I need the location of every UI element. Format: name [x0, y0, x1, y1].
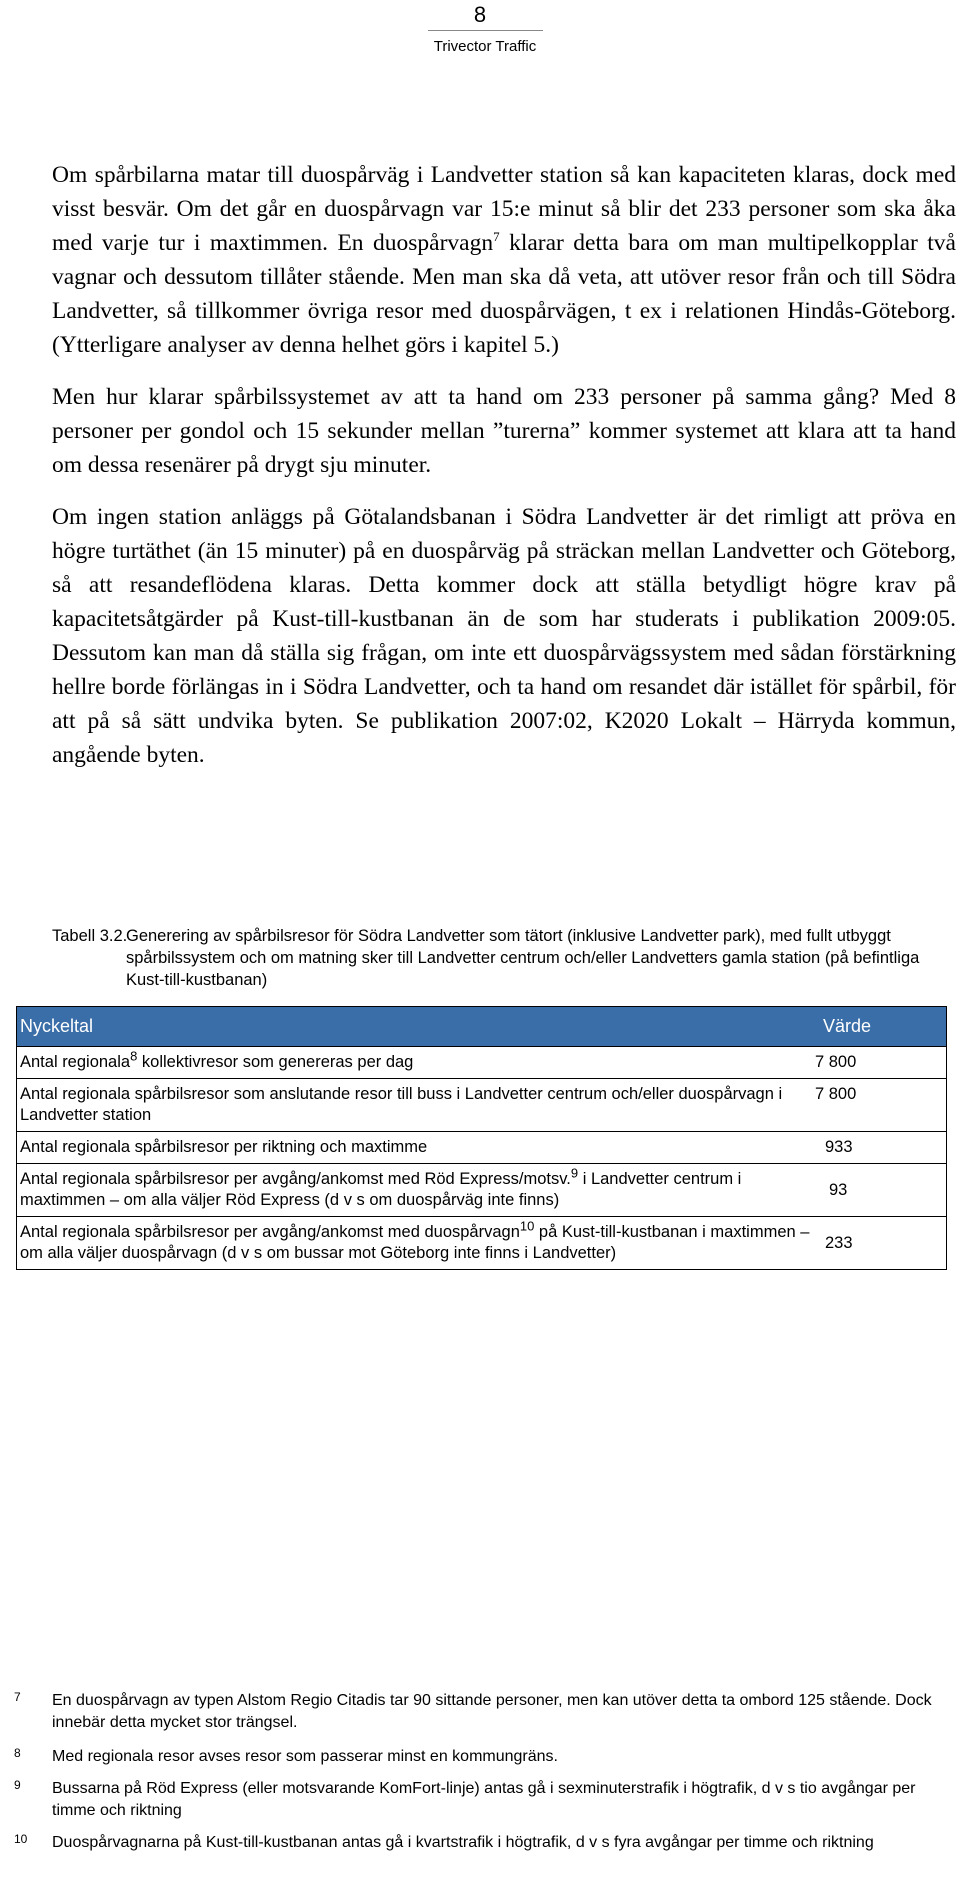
table-cell-label	[17, 1217, 816, 1270]
footnote-ref-10: 10	[519, 1218, 535, 1234]
table-caption-text: Generering av spårbilsresor för Södra Landvetter som tätort (inklusive Landvetter park), med fullt utbyggt spårbilssystem och om matning sker till Landvetter centrum och/eller Landvetters gamla station (på befintliga Kust-till-kustbanan)	[126, 927, 920, 989]
footnote-text: En duospårvagn av typen Alstom Regio Citadis tar 90 sittande personer, men kan utöver detta ta ombord 125 stående. Dock innebär detta mycket stor trängsel.	[52, 1692, 932, 1731]
footnote-text: Med regionala resor avses resor som passerar minst en kommungräns.	[52, 1748, 558, 1765]
table-cell-value: 233	[815, 1217, 947, 1270]
table-cell-label	[17, 1164, 816, 1217]
table-row	[17, 1217, 947, 1270]
table-header-row	[17, 1007, 947, 1047]
header-rule	[428, 30, 543, 31]
footnote-text: Bussarna på Röd Express (eller motsvarande KomFort-linje) antas gå i sexminuterstrafik i högtrafik, d v s tio avgångar per timme och riktning	[52, 1780, 916, 1819]
paragraph-1-part-b: klarar detta bara om man multipelkopplar två vagnar och dessutom tillåter stående. Men man ska då veta, att utöver resor från och till Södra Landvetter, så tillkommer övriga resor med duospårvägen, t ex i relationen Hindås-Göteborg. (Ytterligare analyser av denna helhet görs i kapitel 5.)	[52, 230, 956, 358]
footnote-ref-8: 8	[130, 1048, 138, 1064]
footnote-7	[14, 1690, 944, 1734]
table-cell-label: Antal regionala spårbilsresor per riktning och maxtimme	[17, 1132, 816, 1164]
paragraph-3: Om ingen station anläggs på Götalandsbanan i Södra Landvetter är det rimligt att pröva en högre turtäthet (än 15 minuter) på en duospårväg på sträckan mellan Landvetter och Göteborg, så att resandeflödena klaras. Detta kommer dock att ställa betydligt högre krav på kapacitetsåtgärder på Kust-till-kustbanan än de som har studerats i publikation 2009:05. Dessutom kan man då ställa sig frågan, om inte ett duospårvägssystem med sådan förstärkning hellre borde förlängas in i Södra Landvetter, och ta hand om resandet där istället för spårbil, för att på så sätt undvika byten. Se publikation 2007:02, K2020 Lokalt – Härryda kommun, angående byten.	[52, 504, 956, 768]
table-cell-value: 7 800	[815, 1079, 947, 1132]
footnote-text: Duospårvagnarna på Kust-till-kustbanan antas gå i kvartstrafik i högtrafik, d v s fyra avgångar per timme och riktning	[52, 1834, 874, 1851]
row-5-text-a: Antal regionala spårbilsresor per avgång/ankomst med duospårvagn	[20, 1223, 520, 1241]
body-text	[52, 158, 956, 790]
footnote-number: 7	[14, 1690, 21, 1704]
column-header-varde: Värde	[815, 1007, 947, 1047]
row-1-text-a: Antal regionala	[20, 1053, 131, 1071]
column-header-nyckeltal: Nyckeltal	[17, 1007, 816, 1047]
table-cell-value: 7 800	[815, 1047, 947, 1079]
page-number: 8	[473, 2, 487, 27]
table-cell-value: 93	[815, 1164, 947, 1217]
footnote-number: 9	[14, 1778, 21, 1792]
footnote-ref-7: 7	[493, 229, 500, 245]
key-figures-table	[16, 1006, 947, 1270]
header-organization: Trivector Traffic	[433, 38, 537, 55]
table-cell-label: Antal regionala spårbilsresor som anslutande resor till buss i Landvetter centrum och/eller duospårvagn i Landvetter station	[17, 1079, 816, 1132]
table-caption	[52, 925, 942, 991]
footnote-8	[14, 1746, 944, 1768]
row-4-text-a: Antal regionala spårbilsresor per avgång/ankomst med Röd Express/motsv.	[20, 1170, 571, 1188]
table-row	[17, 1164, 947, 1217]
table-row	[17, 1079, 947, 1132]
footnote-10	[14, 1832, 944, 1854]
paragraph-2: Men hur klarar spårbilssystemet av att ta hand om 233 personer på samma gång? Med 8 personer per gondol och 15 sekunder mellan ”turerna” kommer systemet att klara att ta hand om dessa resenärer på drygt sju minuter.	[52, 384, 956, 478]
footnote-number: 8	[14, 1746, 21, 1760]
footnote-9	[14, 1778, 944, 1822]
table-row	[17, 1132, 947, 1164]
row-1-text-b: kollektivresor som genereras per dag	[137, 1053, 414, 1071]
table-cell-value: 933	[815, 1132, 947, 1164]
row-4-text-b: i Landvetter centrum i maxtimmen – om alla väljer Röd Express (d v s om duospårväg inte finns)	[20, 1170, 742, 1209]
table-caption-label: Tabell 3.2.	[52, 927, 128, 945]
table-row	[17, 1047, 947, 1079]
table-cell-label	[17, 1047, 816, 1079]
row-5-text-b: på Kust-till-kustbanan i maxtimmen – om alla väljer duospårvagn (d v s om bussar mot Göteborg inte finns i Landvetter)	[20, 1223, 810, 1262]
footnote-ref-9: 9	[570, 1165, 579, 1181]
paragraph-1	[52, 158, 956, 362]
footnote-number: 10	[14, 1832, 28, 1846]
paragraph-1-part-a: Om spårbilarna matar till duospårväg i Landvetter station så kan kapaciteten klaras, dock med visst besvär. Om det går en duospårvagn var 15:e minut så blir det 233 personer som ska åka med varje tur i maxtimmen. En duospårvagn	[52, 162, 956, 256]
